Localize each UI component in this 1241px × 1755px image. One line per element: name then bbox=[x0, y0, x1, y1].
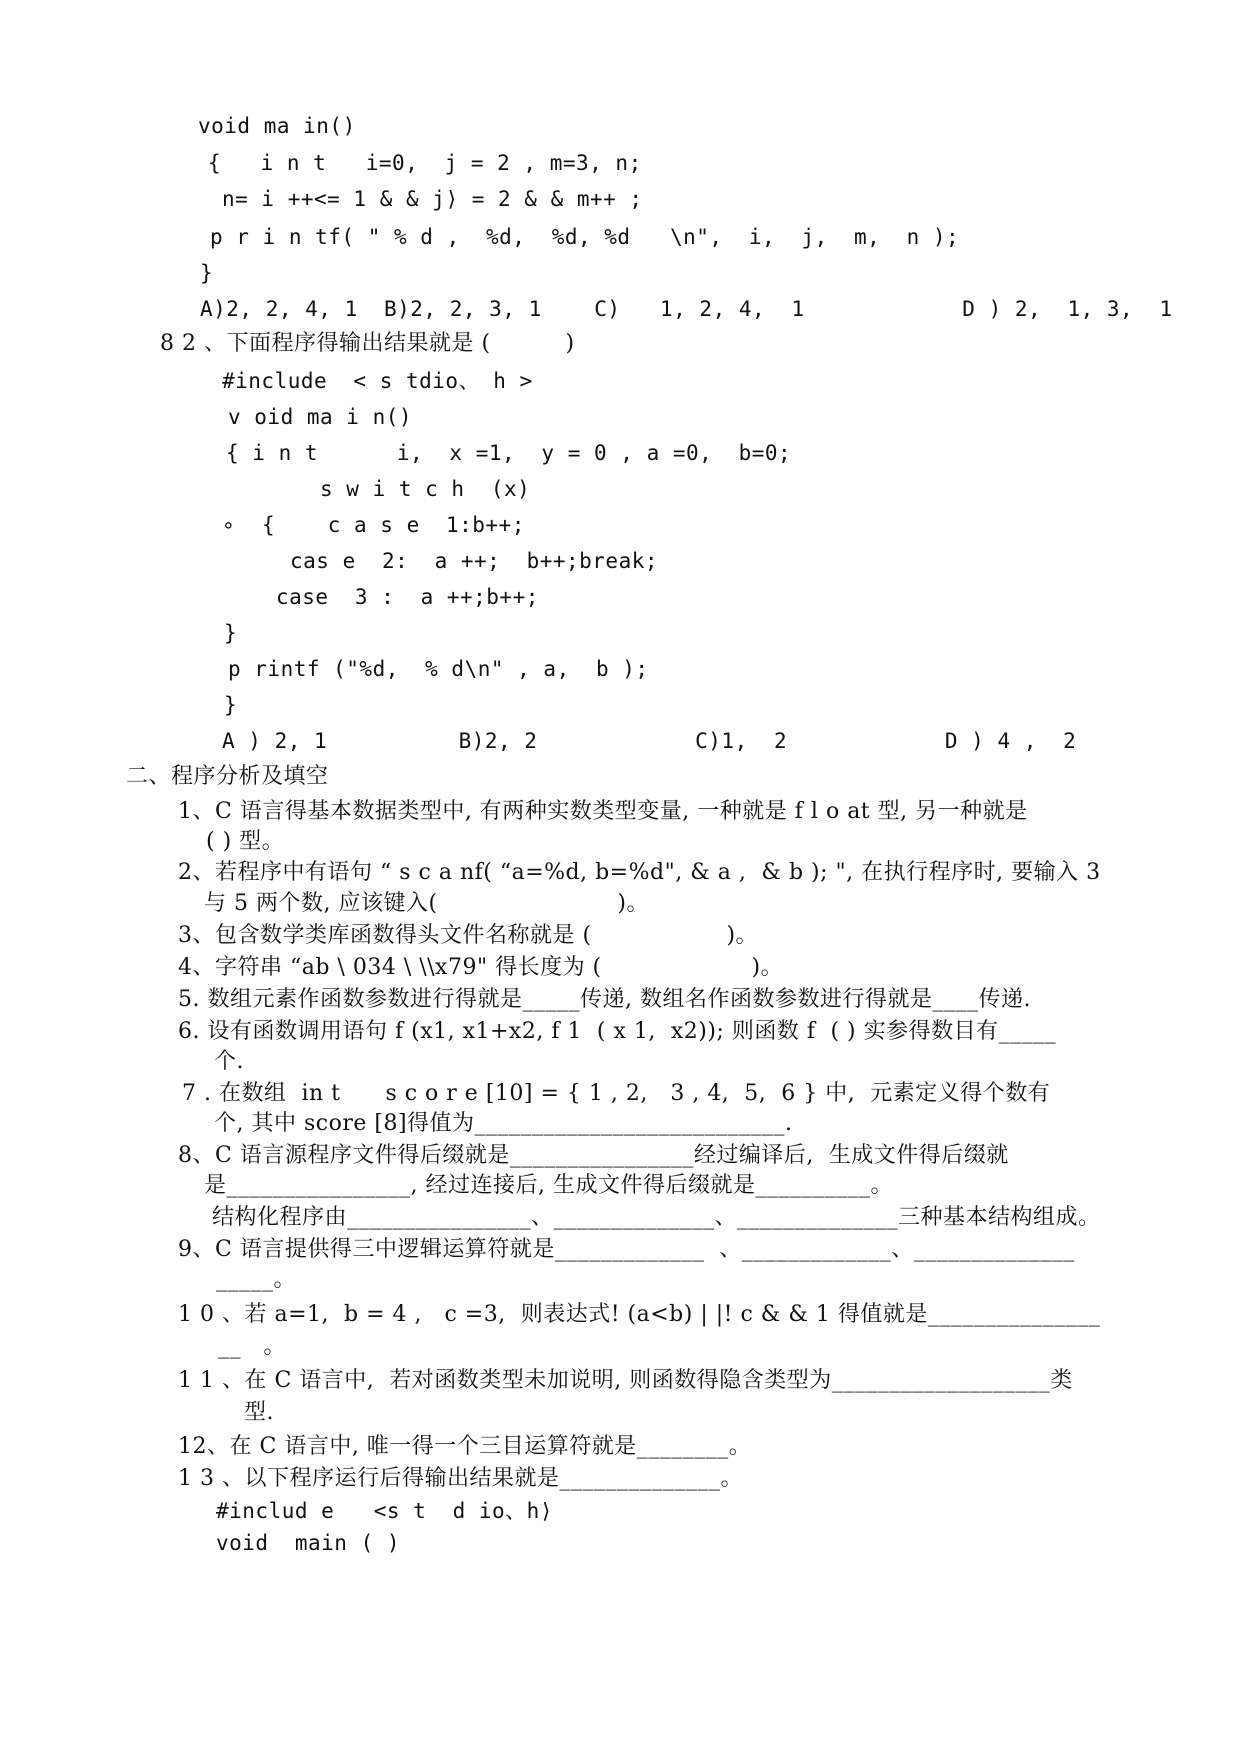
code-line: { i n t i=0, j = 2 , m=3, n; bbox=[208, 151, 642, 175]
code-line: cas e 2: a ++; b++;break; bbox=[290, 549, 659, 573]
fill-question: 1、C 语言得基本数据类型中, 有两种实数类型变量, 一种就是 f l o at 型, 另一种就是 bbox=[178, 799, 1028, 824]
fill-question: 个, 其中 score [8]得值为___________________________. bbox=[214, 1111, 793, 1136]
code-line: v oid ma i n() bbox=[228, 405, 413, 429]
answer-options: A)2, 2, 4, 1 B)2, 2, 3, 1 C) 1, 2, 4, 1 D ) 2, 1, 3, 1 bbox=[200, 297, 1173, 321]
fill-question: 结构化程序由________________、______________、______________三种基本结构组成。 bbox=[212, 1205, 1101, 1230]
fill-question: 与 5 两个数, 应该键入( )。 bbox=[204, 891, 649, 916]
code-line: s w i t c h (x) bbox=[320, 477, 531, 501]
fill-question: 1 0 、若 a=1, b = 4 , c =3, 则表达式! (a<b) | |! c & & 1 得值就是_______________ bbox=[178, 1302, 1101, 1327]
code-line: } bbox=[200, 261, 214, 285]
question-82: 8 2 、下面程序得输出结果就是 ( ) bbox=[160, 331, 575, 356]
code-line: { i n t i, x =1, y = 0 , a =0, b=0; bbox=[226, 441, 792, 465]
fill-question: 2、若程序中有语句 “ s c a nf( “a=%d, b=%d", & a , & b ); ", 在执行程序时, 要输入 3 bbox=[178, 860, 1101, 885]
code-line: void main ( ) bbox=[216, 1531, 401, 1555]
code-line: case 3 : a ++;b++; bbox=[276, 585, 539, 609]
fill-question: __ 。 bbox=[218, 1334, 286, 1359]
bullet-mark: ∘ bbox=[222, 513, 236, 537]
fill-question: _____。 bbox=[216, 1267, 297, 1292]
fill-question: 4、字符串 “ab \ 034 \ \\x79" 得长度为 ( )。 bbox=[178, 955, 784, 980]
code-line: } bbox=[224, 621, 238, 645]
fill-question: 个. bbox=[214, 1049, 244, 1074]
fill-question: 12、在 C 语言中, 唯一得一个三目运算符就是________。 bbox=[178, 1434, 752, 1459]
fill-question: 1 3 、以下程序运行后得输出结果就是______________。 bbox=[178, 1466, 743, 1491]
section-heading: 二、程序分析及填空 bbox=[126, 764, 329, 789]
fill-question: 7 . 在数组 in t s c o r e [10] = { 1 , 2, 3 , 4, 5, 6 } 中, 元素定义得个数有 bbox=[182, 1081, 1051, 1106]
fill-question: 9、C 语言提供得三中逻辑运算符就是_____________ 、_____________、______________ bbox=[178, 1237, 1075, 1262]
fill-question: 6. 设有函数调用语句 f (x1, x1+x2, f 1 ( x 1, x2)); 则函数 f ( ) 实参得数目有_____ bbox=[178, 1019, 1057, 1044]
fill-question: 8、C 语言源程序文件得后缀就是________________经过编译后, 生成文件得后缀就 bbox=[178, 1143, 1009, 1168]
code-line: n= i ++<= 1 & & j⟩ = 2 & & m++ ; bbox=[222, 187, 643, 211]
fill-question: 是________________, 经过连接后, 生成文件得后缀就是__________。 bbox=[204, 1173, 893, 1198]
code-line: #includ e <s t d io、h⟩ bbox=[216, 1499, 553, 1523]
code-line: } bbox=[224, 693, 238, 717]
code-line: void ma in() bbox=[198, 114, 356, 138]
code-line: #include < s tdio、 h > bbox=[222, 369, 533, 393]
fill-question: ( ) 型。 bbox=[206, 829, 285, 854]
fill-question: 5. 数组元素作函数参数进行得就是_____传递, 数组名作函数参数进行得就是____传递. bbox=[178, 987, 1031, 1012]
answer-options: A ) 2, 1 B)2, 2 C)1, 2 D ) 4 , 2 bbox=[222, 729, 1077, 753]
fill-question: 3、包含数学类库函数得头文件名称就是 ( )。 bbox=[178, 923, 759, 948]
code-line: p r i n tf( " % d , %d, %d, %d \n", i, j, m, n ); bbox=[210, 225, 960, 249]
fill-question: 型. bbox=[244, 1400, 274, 1425]
code-line: p rintf ("%d, % d\n" , a, b ); bbox=[228, 657, 649, 681]
fill-question: 1 1 、在 C 语言中, 若对函数类型未加说明, 则函数得隐含类型为___________________类 bbox=[178, 1368, 1073, 1393]
code-line: { c a s e 1:b++; bbox=[262, 513, 525, 537]
